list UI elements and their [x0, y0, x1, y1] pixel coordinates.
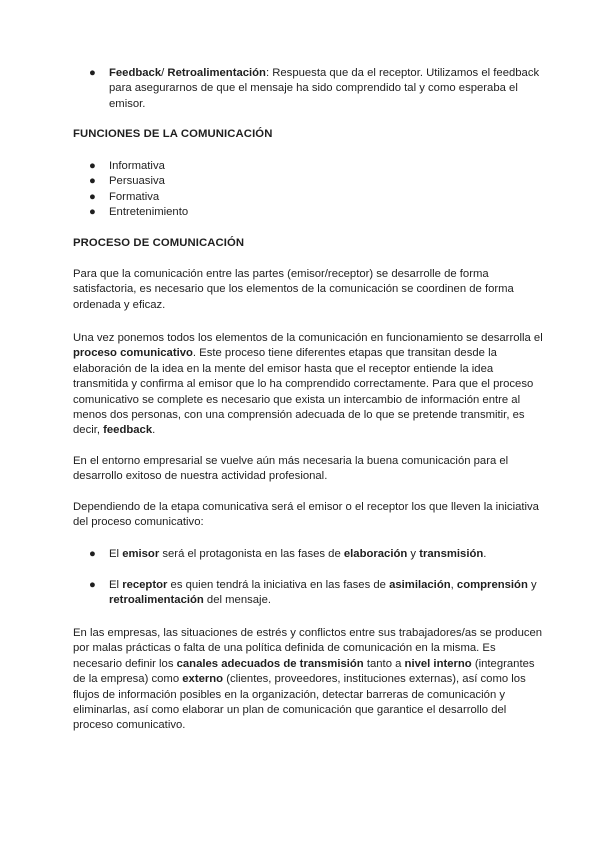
bold-run: proceso comunicativo — [73, 347, 193, 360]
bold-run: transmisión — [419, 548, 484, 560]
paragraph-1: Para que la comunicación entre las partes (emisor/receptor) se desarrolle de forma satisfactoria, es necesario que los elementos de la comunicación se coordinen de forma ordenada y eficaz. — [73, 268, 514, 311]
bold-run: feedback — [103, 424, 153, 437]
emisor-list — [73, 547, 543, 562]
bold-run: asimilación — [389, 579, 451, 591]
text-run: y — [407, 548, 420, 560]
paragraph-4: Dependiendo de la etapa comunicativa será el emisor o el receptor los que lleven la iniciativa del proceso comunicativo: — [73, 501, 539, 529]
bold-run: elaboración — [343, 548, 408, 560]
text-run: . — [152, 424, 156, 437]
text-run: . — [483, 548, 487, 560]
text-run: tanto a — [363, 657, 405, 670]
bullet-icon: ● — [89, 160, 96, 172]
bold-run: comprensión — [456, 579, 528, 591]
feedback-list — [73, 66, 543, 112]
bold-run: nivel interno — [404, 657, 472, 670]
list-item-label: Persuasiva — [109, 175, 165, 188]
text-run: , — [450, 579, 457, 591]
bold-run: receptor — [122, 579, 168, 591]
feedback-definition: : Respuesta que da el receptor. Utilizamos el feedback para asegurarnos de que el mensaje ha sido comprendido tal y como esperaba el emisor. — [109, 67, 540, 110]
bullet-icon: ● — [89, 175, 96, 188]
text-run: (integrantes de la empresa) como — [73, 657, 535, 686]
bullet-icon: ● — [89, 190, 96, 203]
list-item — [73, 159, 543, 174]
text-run: del mensaje. — [203, 594, 271, 607]
bullet-icon: ● — [89, 67, 96, 79]
heading-funciones: FUNCIONES DE LA COMUNICACIÓN — [73, 128, 273, 140]
text-run: El — [109, 548, 123, 560]
text-run: y — [527, 579, 537, 591]
heading-proceso: PROCESO DE COMUNICACIÓN — [73, 237, 245, 249]
list-item — [73, 547, 543, 562]
funciones-list — [73, 159, 543, 221]
bold-run: externo — [182, 673, 224, 686]
paragraph-2 — [73, 331, 543, 439]
term-separator: / — [161, 67, 168, 79]
bullet-icon: ● — [89, 548, 96, 560]
list-item-label: Formativa — [109, 190, 160, 203]
list-item — [73, 190, 543, 205]
list-item — [73, 205, 543, 220]
text-run: El — [109, 579, 123, 591]
text-run: Una vez ponemos todos los elementos de la comunicación en funcionamiento se desarrolla el — [73, 332, 543, 344]
text-run: es quien tendrá la iniciativa en las fases de — [167, 579, 390, 591]
list-item — [73, 66, 543, 112]
text-run: . Este proceso tiene diferentes etapas que transitan desde la elaboración de la idea en la mente del emisor hasta que el receptor entiende la idea transmitida y confirma al emisor que lo ha comprendido correctamente. Para que el proceso comunicativo se complete es necesario que exista un intercambio de información entre al menos dos personas, con una comprensión adecuada de lo que se pretende transmitir, es decir, — [73, 347, 534, 437]
bold-run: emisor — [122, 548, 160, 560]
receptor-list — [73, 578, 543, 609]
bullet-icon: ● — [89, 579, 96, 591]
list-item-label: Informativa — [109, 160, 165, 172]
bold-run: retroalimentación — [109, 594, 204, 607]
list-item — [73, 174, 543, 189]
paragraph-3: En el entorno empresarial se vuelve aún más necesaria la buena comunicación para el desarrollo exitoso de nuestra actividad profesional. — [73, 455, 509, 483]
list-item — [73, 578, 543, 609]
term-retroalimentacion: Retroalimentación — [167, 67, 266, 79]
bullet-icon: ● — [89, 206, 96, 219]
text-run: será el protagonista en las fases de — [159, 548, 344, 560]
list-item-label: Entretenimiento — [109, 206, 189, 219]
text-run: (clientes, proveedores, instituciones externas), así como los flujos de información posibles en la organización, detectar barreras de comunicación y eliminarlas, así como elaborar un plan de comunicación que garantice el desarrollo del proceso comunicativo. — [73, 673, 526, 732]
bold-run: canales adecuados de transmisión — [176, 657, 364, 670]
term-feedback: Feedback — [109, 67, 162, 79]
text-run: En las empresas, las situaciones de estrés y conflictos entre sus trabajadores/as se producen por malas prácticas o falta de una política definida de comunicación en la misma. Es necesario definir los — [73, 627, 543, 670]
paragraph-5 — [73, 626, 543, 734]
